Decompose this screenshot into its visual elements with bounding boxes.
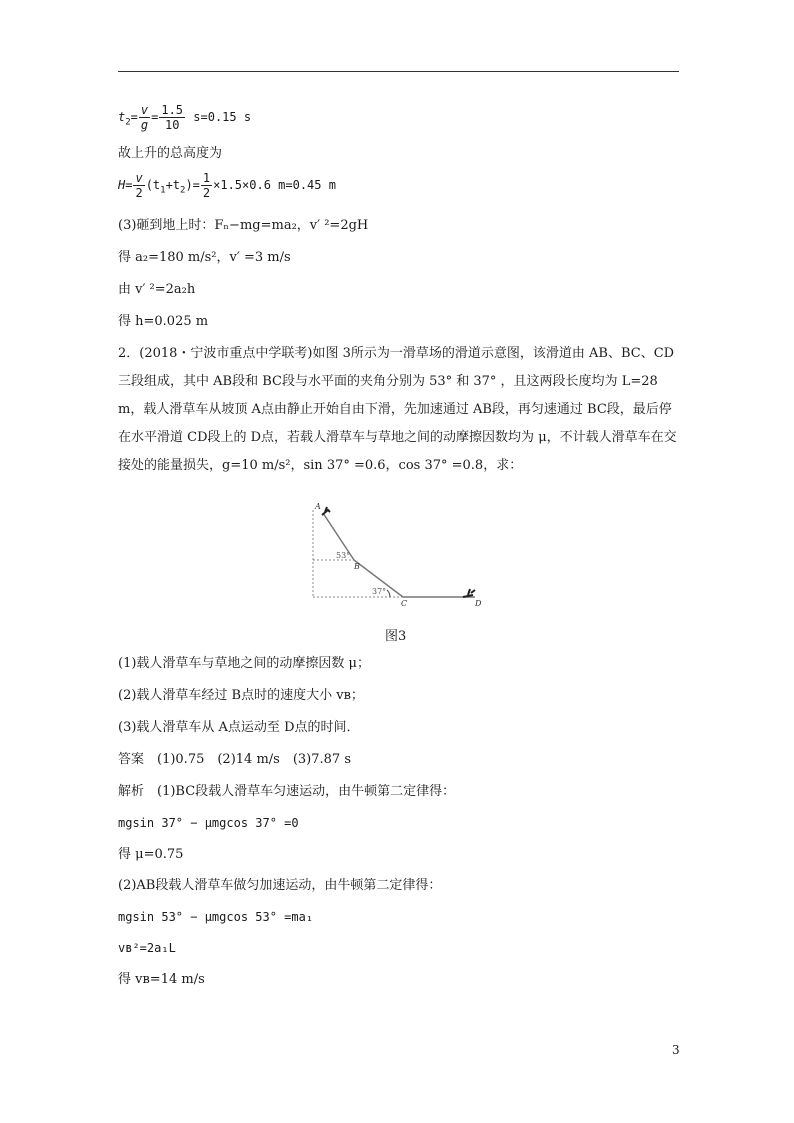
fraction-half [201, 171, 212, 200]
text-impact: (3)砸到地上时：Fₙ−mg=ma₂，v′ ²=2gH [118, 218, 369, 233]
label-b: B [354, 562, 360, 571]
equation-H [118, 171, 336, 200]
equation-ab: mgsin 53° − μmgcos 53° =ma₁ [118, 910, 314, 924]
sled-icon-d [463, 589, 475, 597]
fraction-values [159, 103, 185, 132]
page-number: 3 [672, 1043, 680, 1057]
fraction-v-2 [133, 171, 144, 200]
plus-t: +t [165, 178, 181, 192]
figure-caption: 图3 [385, 629, 407, 644]
denominator: 2 [202, 186, 211, 200]
problem-statement: 2．(2018・宁波市重点中学联考)如图 3所示为一滑草场的滑道示意图，该滑道由 AB、BC、CD 三段组成，其中 AB段和 BC段与水平面的夹角分别为 53° 和 37° ，且这两段长度均为 L=28 m，载人滑草车从坡顶 A点由静止开始自由下滑，先加速通过 AB段，再匀速通过 BC段，最后停在水平滑道 CD段上的 D点，若载人滑草车与草地之间的动摩擦因数均为 μ，不计载人滑草车在交接处的能量损失，g=10 m/s²，sin 37° =0.6，cos 37° =0.8，求： [118, 346, 677, 473]
sled-icon-a [322, 507, 330, 515]
subscript: 2 [180, 185, 186, 196]
question-2: (2)载人滑草车经过 B点时的速度大小 vʙ； [118, 688, 364, 703]
question-1: (1)载人滑草车与草地之间的动摩擦因数 μ； [118, 656, 370, 671]
var-H: H= [118, 178, 133, 192]
analysis-ab: (2)AB段载人滑草车做匀加速运动，由牛顿第二定律得： [118, 878, 442, 893]
denominator: 10 [164, 118, 180, 132]
equation-bc: mgsin 37° − μmgcos 37° =0 [118, 816, 299, 830]
paren-close: )= [185, 178, 200, 192]
question-3: (3)载人滑草车从 A点运动至 D点的时间． [118, 720, 360, 735]
analysis-intro: 解析 (1)BC段载人滑草车匀速运动，由牛顿第二定律得： [118, 784, 456, 799]
label-c: C [401, 599, 408, 608]
result: s=0.15 s [186, 110, 252, 124]
text-h: 得 h=0.025 m [118, 314, 209, 329]
subscript: 1 [160, 185, 166, 196]
paren-open: (t [145, 178, 161, 192]
denominator: g [140, 118, 149, 132]
equals: = [151, 110, 159, 124]
result: ×1.5×0.6 m=0.45 m [213, 178, 336, 192]
equation-vb-squared: vʙ²=2a₁L [118, 941, 176, 955]
numerator: v [135, 171, 143, 185]
subscript: 2 [125, 117, 131, 128]
label-a: A [315, 502, 321, 511]
fraction-v-g [139, 103, 150, 132]
numerator: v [140, 103, 149, 117]
result-mu: 得 μ=0.75 [118, 847, 184, 862]
numerator: 1.5 [161, 103, 184, 117]
text-total-height: 故上升的总高度为 [118, 146, 223, 161]
angle-label-37: 37° [372, 587, 387, 596]
text-v-squared: 由 v′ ²=2a₂h [118, 282, 196, 297]
denominator: 2 [135, 186, 143, 200]
result-vb: 得 vʙ=14 m/s [118, 972, 205, 987]
label-d: D [475, 599, 482, 608]
angle-label-53: 53° [336, 551, 351, 560]
numerator: 1 [202, 171, 211, 185]
text-a2: 得 a₂=180 m/s²，v′ =3 m/s [118, 250, 291, 265]
answer: 答案 (1)0.75 (2)14 m/s (3)7.87 s [118, 752, 351, 767]
angle-arc-37 [387, 590, 390, 597]
header-rule [118, 71, 679, 72]
equals: = [130, 110, 138, 124]
equation-t2 [118, 103, 251, 132]
var-t: t [118, 110, 126, 124]
ski-slope-figure [305, 500, 495, 612]
